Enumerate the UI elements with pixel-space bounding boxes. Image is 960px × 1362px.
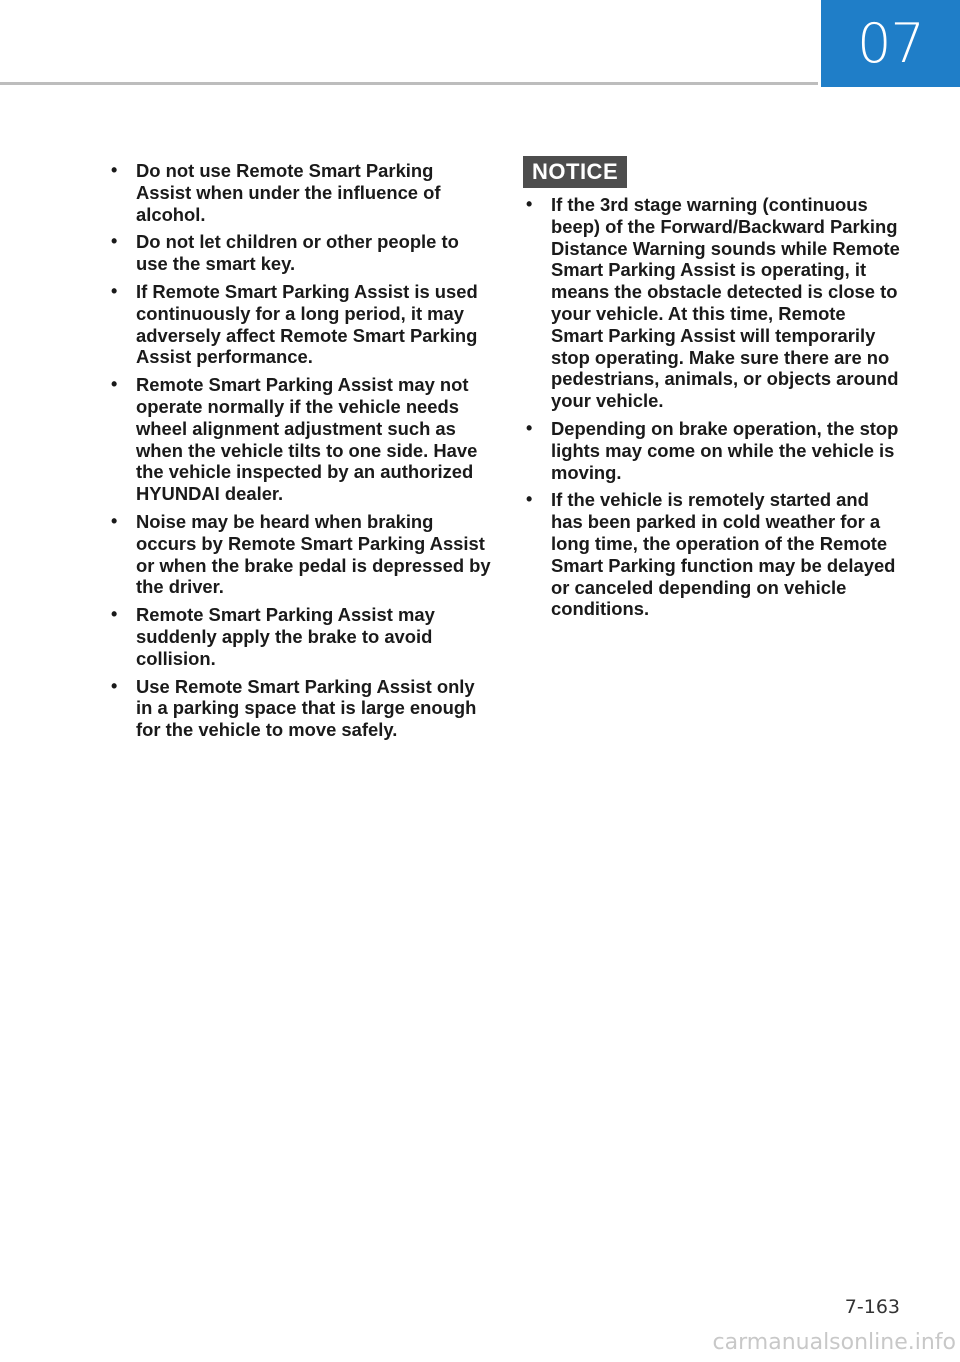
list-item-text: Remote Smart Parking Assist may suddenly apply the brake to avoid collision. [136, 604, 435, 669]
list-item [108, 676, 492, 741]
list-item-text: Noise may be heard when braking occurs by Remote Smart Parking Assist or when the brake pedal is depressed by the driver. [136, 510, 491, 598]
caution-list [108, 160, 492, 741]
bullet-icon: • [111, 374, 118, 395]
list-item-text: Use Remote Smart Parking Assist only in a parking space that is large enough for the vehicle to move safely. [136, 675, 477, 741]
list-item-text: If the 3rd stage warning (continuous beep) of the Forward/Backward Parking Distance Warning sounds while Remote Smart Parking Assist is operating, it means the obstacle detected is close to your vehicle. At this time, Remote Smart Parking Assist will temporarily stop operating. Make sure there are no pedestrians, animals, or objects around your vehicle. [551, 194, 900, 412]
list-item [523, 418, 901, 483]
list-item-text: Do not let children or other people to use the smart key. [136, 231, 459, 275]
watermark: carmanualsonline.info [712, 1330, 956, 1355]
bullet-icon: • [111, 280, 118, 301]
header-rule [0, 82, 818, 85]
list-item [108, 511, 492, 598]
bullet-icon: • [526, 194, 533, 214]
list-item [108, 374, 492, 505]
list-item [108, 604, 492, 669]
bullet-icon: • [111, 675, 118, 696]
list-item-text: If the vehicle is remotely started and has been parked in cold weather for a long time, the operation of the Remote Smart Parking function may be delayed or canceled depending on vehicle conditions. [551, 489, 896, 620]
list-item [523, 489, 901, 620]
left-column [108, 160, 492, 747]
list-item-text: Do not use Remote Smart Parking Assist when under the influence of alcohol. [136, 160, 441, 225]
chapter-tab: 07 [821, 0, 960, 87]
notice-badge: NOTICE [523, 156, 627, 188]
notice-column [523, 156, 901, 626]
list-item [523, 194, 901, 412]
bullet-icon: • [111, 510, 118, 531]
list-item-text: If Remote Smart Parking Assist is used continuously for a long period, it may adversely affect Remote Smart Parking Assist performance. [136, 280, 478, 368]
bullet-icon: • [111, 604, 118, 625]
bullet-icon: • [111, 160, 118, 180]
page-number: 7-163 [844, 1296, 900, 1318]
bullet-icon: • [526, 417, 533, 438]
list-item-text: Remote Smart Parking Assist may not operate normally if the vehicle needs wheel alignment adjustment such as when the vehicle tilts to one side. Have the vehicle inspected by an authorized HYUNDAI dealer. [136, 374, 478, 505]
list-item [108, 281, 492, 368]
list-item [108, 231, 492, 275]
bullet-icon: • [526, 489, 533, 510]
list-item-text: Depending on brake operation, the stop lights may come on while the vehicle is moving. [551, 417, 899, 483]
list-item [108, 160, 492, 225]
notice-list [523, 194, 901, 620]
bullet-icon: • [111, 231, 118, 252]
